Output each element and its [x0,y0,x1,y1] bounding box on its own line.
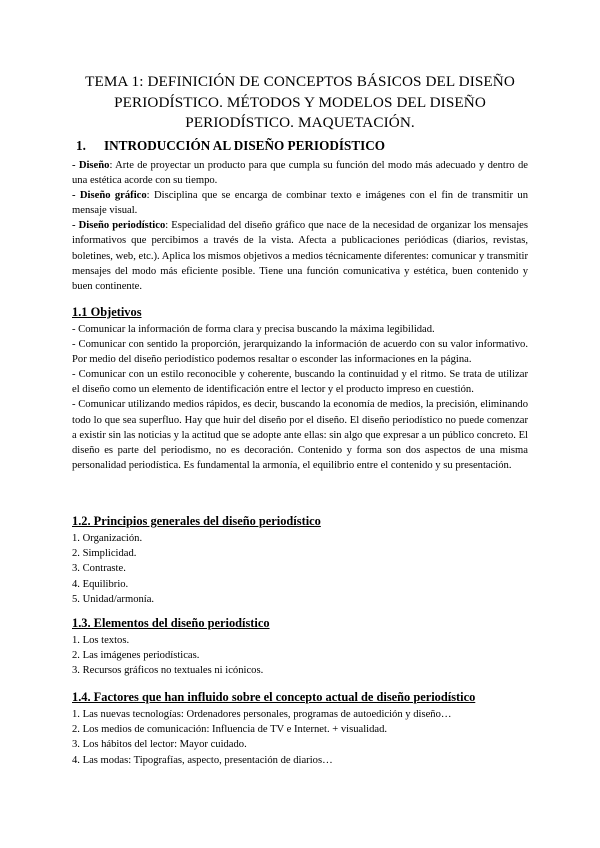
definition-term: - Diseño periodístico [72,220,166,232]
section-1-2-heading: 1.2. Principios generales del diseño periodístico [72,514,321,528]
list-item: 2. Los medios de comunicación: Influencia de TV e Internet. + visualidad. [72,724,388,736]
definition-term: - Diseño [72,160,110,171]
list-item: 2. Simplicidad. [72,548,137,560]
section-1-1-heading: 1.1 Objetivos [72,305,142,319]
section-1-3-heading: 1.3. Elementos del diseño periodístico [72,616,270,630]
definition-diseno-periodistico [72,218,528,293]
definition-term: - Diseño gráfico [72,190,147,202]
list-item: 3. Contraste. [72,563,126,575]
definition-text: : Arte de proyectar un producto para que cumpla su función del modo más adecuado y dentro de una estética acorde con su tiempo. [72,160,528,187]
definition-text: : Especialidad del diseño gráfico que nace de la necesidad de organizar los mensajes informativos que percibimos a través de la vista. Afecta a publicaciones periódicas (diarios, revistas, boletines, web, etc.). Aplica los mismos objetivos a medios técnicamente diferentes: comunicar y transmitir mensajes del modo más eficiente posible. Tiene una función comunicativa y estética, buen contenido y buen continente. [72,220,528,292]
list-item: 2. Las imágenes periodísticas. [72,650,200,662]
section-1-number: 1. [76,138,86,153]
section-1-title: INTRODUCCIÓN AL DISEÑO PERIODÍSTICO [104,138,386,153]
document-title [72,72,528,134]
title-line-3: PERIODÍSTICO. MAQUETACIÓN. [185,114,415,131]
list-item: 4. Las modas: Tipografías, aspecto, presentación de diarios… [72,754,333,766]
principios-list [72,531,528,607]
elementos-list [72,633,528,679]
title-line-1: TEMA 1: DEFINICIÓN DE CONCEPTOS BÁSICOS DEL DISEÑO [85,73,515,90]
list-item: 1. Organización. [72,533,143,544]
list-item: 4. Equilibrio. [72,578,129,590]
section-1-heading [76,138,385,154]
list-item: 1. Los textos. [72,635,130,646]
factores-list [72,707,528,768]
objetivos-body [72,322,528,473]
title-line-2: PERIODÍSTICO. MÉTODOS Y MODELOS DEL DISEÑO [114,93,486,111]
section-1-4-heading: 1.4. Factores que han influido sobre el concepto actual de diseño periodístico [72,690,476,704]
list-item: 1. Las nuevas tecnologías: Ordenadores personales, programas de autoedición y diseño… [72,709,452,720]
intro-definitions [72,158,528,294]
objetivo-paragraph: - Comunicar con un estilo reconocible y coherente, buscando la continuidad y el ritmo. Se trata de utilizar el diseño como un elemento de identificación entre el lector y el producto impreso en cuestión. [72,369,528,396]
list-item: 3. Recursos gráficos no textuales ni icónicos. [72,665,264,677]
objetivo-paragraph: - Comunicar con sentido la proporción, jerarquizando la información de acuerdo con su valor informativo. Por medio del diseño periodístico podemos resaltar o esconder las informaciones en la página. [72,339,528,366]
definition-diseno-grafico [72,188,528,218]
list-item: 3. Los hábitos del lector: Mayor cuidado. [72,739,247,751]
list-item: 5. Unidad/armonía. [72,593,155,605]
definition-diseno [72,158,528,188]
definition-text: : Disciplina que se encarga de combinar texto e imágenes con el fin de transmitir un mensaje visual. [72,190,528,217]
objetivo-paragraph: - Comunicar la información de forma clara y precisa buscando la máxima legibilidad. [72,324,435,335]
objetivo-paragraph: - Comunicar utilizando medios rápidos, es decir, buscando la economía de medios, la precisión, eliminando todo lo que sea superfluo. Hay que huir del diseño por el diseño. El diseño periodístico no puede comenzar a existir sin las noticias y la actitud que se adopte ante ellas: sin algo que expresar a un público concreto. El diseño es parte del periodismo, no es decoración. Contenido y forma son dos aspectos de una misma personalidad periodística. Es fundamental la armonía, el equilibrio entre el contenido y su presentación. [72,399,528,471]
